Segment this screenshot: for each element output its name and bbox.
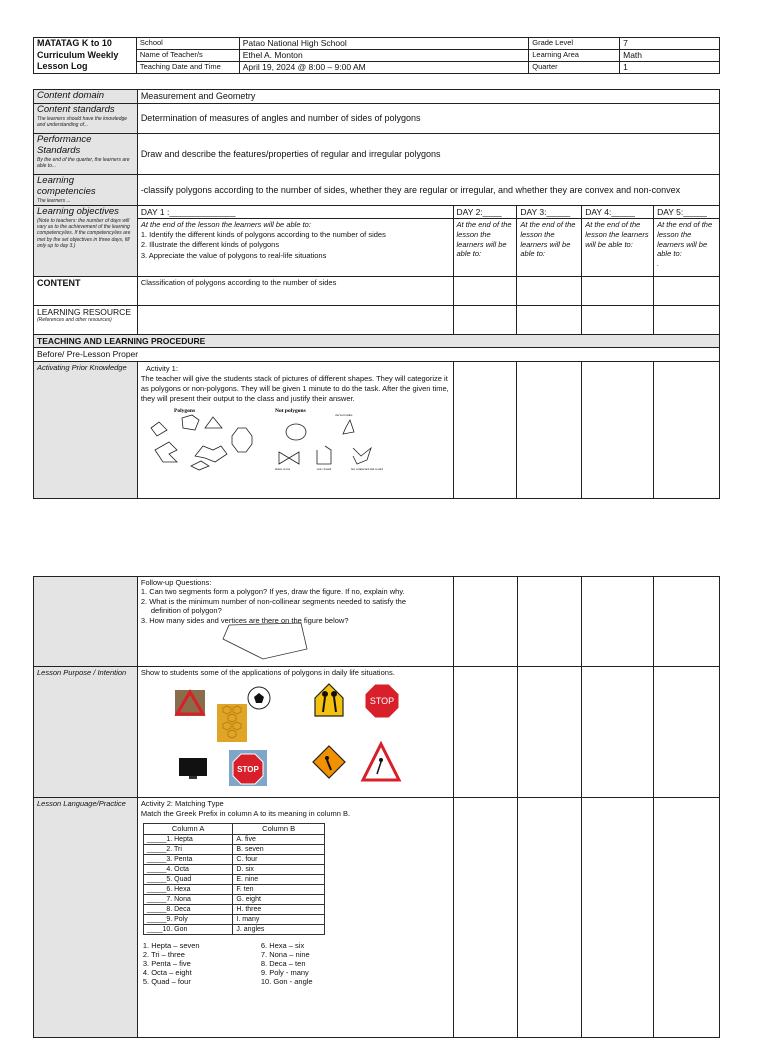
content-day4 bbox=[582, 277, 654, 306]
content-day5 bbox=[654, 277, 720, 306]
match-b: J. angles bbox=[233, 925, 324, 935]
match-a: _____5. Quad bbox=[143, 875, 233, 885]
purpose-cell bbox=[137, 667, 453, 798]
table-row bbox=[143, 915, 324, 925]
competency-label bbox=[34, 174, 138, 205]
fig-crosses-label: sides cross bbox=[274, 467, 290, 472]
language-day4 bbox=[582, 798, 654, 1038]
answer-key bbox=[143, 941, 450, 986]
table-row bbox=[143, 865, 324, 875]
match-a: _____2. Tri bbox=[143, 845, 233, 855]
fig-not-polygons-label: Not polygons bbox=[274, 408, 306, 415]
log-title: MATATAG K to 10 Curriculum Weekly Lesson Log bbox=[34, 38, 137, 74]
date-label: Teaching Date and Time bbox=[136, 62, 239, 74]
column-a-header: Column A bbox=[143, 824, 233, 835]
followup-day5 bbox=[654, 577, 720, 667]
day4-header: DAY 4:_____ bbox=[582, 206, 654, 219]
followup-day3 bbox=[517, 577, 582, 667]
objectives-intro: At the end of the lesson the learners will be able to: bbox=[140, 220, 311, 230]
irregular-shape bbox=[195, 446, 227, 462]
objectives-label bbox=[34, 206, 138, 277]
activating-day2 bbox=[453, 361, 517, 498]
followup-cell bbox=[137, 577, 453, 667]
match-b: C. four bbox=[233, 855, 324, 865]
triangle-shape bbox=[205, 417, 222, 428]
activity1-cell bbox=[137, 361, 453, 498]
competency-title: Learning competencies bbox=[37, 174, 96, 197]
activity1-title: Activity 1: bbox=[145, 363, 178, 373]
fig-polygons-label: Polygons bbox=[173, 408, 195, 415]
table-row bbox=[143, 835, 324, 845]
purpose-day3 bbox=[517, 667, 582, 798]
monitor-icon bbox=[179, 758, 207, 776]
fig-curved-label: curved sides bbox=[334, 413, 353, 418]
content-domain-label: Content domain bbox=[34, 90, 138, 104]
day5-objectives bbox=[654, 219, 720, 277]
content-standards-title: Content standards bbox=[37, 103, 115, 115]
match-b: F. ten bbox=[233, 885, 324, 895]
competency-note: The learners ... bbox=[37, 197, 71, 204]
table-row bbox=[143, 845, 324, 855]
match-a: _____3. Penta bbox=[143, 855, 233, 865]
school-value: Patao National High School bbox=[239, 38, 528, 50]
answer-item: 3. Penta – five bbox=[142, 959, 191, 969]
answer-item: 1. Hepta – seven bbox=[142, 941, 200, 951]
answer-item: 6. Hexa – six bbox=[260, 941, 305, 951]
day5-header: DAY 5:_____ bbox=[654, 206, 720, 219]
purpose-text: Show to students some of the applications of polygons in daily life situations. bbox=[140, 668, 395, 677]
competency-value: -classify polygons according to the number of sides, whether they are regular or irregular, and whether they are convex and non-convex bbox=[137, 174, 719, 205]
curved-shape bbox=[343, 420, 354, 434]
school-label: School bbox=[136, 38, 239, 50]
performance-value: Draw and describe the features/properties of regular and irregular polygons bbox=[137, 133, 719, 174]
match-b: I. many bbox=[233, 915, 324, 925]
activity2-text: Match the Greek Prefix in column A to its meaning in column B. bbox=[140, 809, 351, 819]
procedure-header: TEACHING AND LEARNING PROCEDURE bbox=[34, 335, 720, 348]
resource-day3 bbox=[517, 306, 582, 335]
language-day3 bbox=[517, 798, 582, 1038]
activity2-title: Activity 2: Matching Type bbox=[140, 799, 224, 808]
question-3: 3. How many sides and vertices are there on the figure below? bbox=[140, 615, 349, 625]
school-crossing-sign bbox=[315, 684, 343, 716]
bowtie-shape bbox=[279, 452, 299, 464]
quarter-label: Quarter bbox=[529, 62, 620, 74]
fig-not-closed-label: not closed bbox=[316, 467, 332, 472]
resource-day4 bbox=[582, 306, 654, 335]
answer-item: 8. Deca – ten bbox=[260, 959, 306, 969]
purpose-label: Lesson Purpose / Intention bbox=[34, 667, 138, 798]
match-a: ____10. Gon bbox=[143, 925, 233, 935]
table-row bbox=[143, 905, 324, 915]
table-row bbox=[143, 875, 324, 885]
irregular-pentagon bbox=[223, 623, 307, 659]
resource-day2 bbox=[453, 306, 517, 335]
performance-label bbox=[34, 133, 138, 174]
purpose-day2 bbox=[453, 667, 517, 798]
match-a: _____7. Nona bbox=[143, 895, 233, 905]
match-b: B. seven bbox=[233, 845, 324, 855]
header-table bbox=[33, 37, 720, 74]
match-b: D. six bbox=[233, 865, 324, 875]
match-a: _____4. Octa bbox=[143, 865, 233, 875]
matching-table bbox=[143, 823, 325, 935]
day2-objectives: At the end of the lesson the learners will be able to: bbox=[453, 219, 517, 277]
activity1-text: The teacher will give the students stack of pictures of different shapes. They will categorize it as polygons or non-polygons. They will be given 1 minute to do the task. After the given time, they will present their output to the class and justify their answer. bbox=[140, 373, 449, 403]
small-quad-shape bbox=[191, 461, 209, 470]
day5-objectives-dot: . bbox=[657, 259, 660, 269]
pedestrian-head bbox=[379, 758, 383, 762]
activating-label: Activating Prior Knowledge bbox=[34, 361, 138, 498]
stop-sign-2-label: STOP bbox=[237, 765, 259, 775]
grade-value: 7 bbox=[620, 38, 720, 50]
performance-note: By the end of the quarter, the learners are able to... bbox=[37, 156, 130, 170]
day4-objectives: At the end of the lesson the learners will be able to: bbox=[582, 219, 654, 277]
quarter-value: 1 bbox=[620, 62, 720, 74]
objectives-title: Learning objectives bbox=[37, 206, 119, 218]
column-b-header: Column B bbox=[233, 824, 324, 835]
resource-label bbox=[34, 306, 138, 335]
question-1: 1. Can two segments form a polygon? If yes, draw the figure. If no, explain why. bbox=[140, 587, 405, 597]
content-day2 bbox=[453, 277, 517, 306]
concave-shape bbox=[155, 442, 177, 462]
activating-day5 bbox=[654, 361, 720, 498]
resource-day5 bbox=[654, 306, 720, 335]
area-label: Learning Area bbox=[529, 50, 620, 62]
day2-header: DAY 2:____ bbox=[453, 206, 517, 219]
fig-not-connected-label: not connected end to end bbox=[350, 467, 383, 472]
lesson-table-page2 bbox=[33, 576, 720, 1038]
match-b: G. eight bbox=[233, 895, 324, 905]
content-label: CONTENT bbox=[34, 277, 138, 306]
question-2: 2. What is the minimum number of non-collinear segments needed to satisfy the bbox=[140, 596, 407, 606]
answer-item: 5. Quad – four bbox=[142, 977, 191, 987]
quad-shape bbox=[151, 422, 167, 436]
grade-label: Grade Level bbox=[529, 38, 620, 50]
followup-label-cell bbox=[34, 577, 138, 667]
content-day3 bbox=[517, 277, 582, 306]
answer-item: 4. Octa – eight bbox=[142, 968, 192, 978]
answer-item: 7. Nona – nine bbox=[260, 950, 310, 960]
content-standards-label bbox=[34, 103, 138, 133]
purpose-day4 bbox=[582, 667, 654, 798]
pentagon-figure bbox=[211, 619, 351, 661]
monitor-stand bbox=[189, 776, 197, 779]
followup-title: Follow-up Questions: bbox=[140, 578, 212, 587]
teacher-label: Name of Teacher/s bbox=[136, 50, 239, 62]
content-domain-value: Measurement and Geometry bbox=[137, 90, 719, 104]
open-shape bbox=[317, 446, 331, 464]
activating-day3 bbox=[517, 361, 582, 498]
language-day2 bbox=[453, 798, 517, 1038]
objective-1: 1. Identify the different kinds of polygons according to the number of sides bbox=[140, 230, 386, 240]
day3-header: DAY 3:_____ bbox=[517, 206, 582, 219]
match-b: H. three bbox=[233, 905, 324, 915]
day3-objectives: At the end of the lesson the learners will be able to: bbox=[517, 219, 582, 277]
match-a: _____6. Hexa bbox=[143, 885, 233, 895]
construction-sign bbox=[313, 746, 345, 778]
polygon-applications-figure bbox=[141, 680, 441, 792]
pentagon-shape bbox=[182, 415, 199, 430]
resource-title: LEARNING RESOURCE bbox=[37, 307, 131, 318]
worker-head bbox=[325, 756, 329, 760]
language-label: Lesson Language/Practice bbox=[34, 798, 138, 1038]
answer-item: 9. Poly - many bbox=[260, 968, 309, 978]
day1-header: DAY 1 :______________ bbox=[137, 206, 453, 219]
language-day5 bbox=[654, 798, 720, 1038]
followup-day2 bbox=[453, 577, 517, 667]
octagon-shape bbox=[232, 428, 252, 452]
circle-shape bbox=[286, 424, 306, 440]
objectives-note: (Note to teachers: the number of days will vary as to the achievement of the learning competency/ies. If the competency/ies are met by the set objectives in three days, fill only up to day 3.) bbox=[37, 217, 131, 249]
content-value: Classification of polygons according to the number of sides bbox=[137, 277, 453, 306]
teacher-value: Ethel A. Monton bbox=[239, 50, 528, 62]
table-row bbox=[143, 855, 324, 865]
language-cell bbox=[137, 798, 453, 1038]
followup-day4 bbox=[582, 577, 654, 667]
answer-item: 10. Gon - angle bbox=[260, 977, 313, 987]
polygon-examples-figure bbox=[147, 406, 387, 472]
resource-note: (References and other resources) bbox=[37, 317, 112, 324]
table-row bbox=[143, 925, 324, 935]
match-a: _____9. Poly bbox=[143, 915, 233, 925]
before-lesson-header: Before/ Pre-Lesson Proper bbox=[34, 348, 720, 361]
match-b: A. five bbox=[233, 835, 324, 845]
date-value: April 19, 2024 @ 8:00 – 9:00 AM bbox=[239, 62, 528, 74]
area-value: Math bbox=[620, 50, 720, 62]
match-a: _____8. Deca bbox=[143, 905, 233, 915]
honeycomb-photo bbox=[217, 704, 247, 742]
question-2b: definition of polygon? bbox=[150, 606, 222, 616]
disconnected-shape bbox=[353, 448, 371, 464]
stop-sign-label: STOP bbox=[369, 696, 395, 707]
content-standards-value: Determination of measures of angles and number of sides of polygons bbox=[137, 103, 719, 133]
objective-2: 2. Illustrate the different kinds of polygons bbox=[140, 240, 280, 250]
activating-day4 bbox=[582, 361, 654, 498]
purpose-day5 bbox=[654, 667, 720, 798]
performance-title: Performance Standards bbox=[37, 133, 92, 156]
table-row bbox=[143, 895, 324, 905]
content-standards-note: The learners should have the knowledge and understanding of... bbox=[37, 115, 128, 129]
match-a: _____1. Hepta bbox=[143, 835, 233, 845]
day5-objectives-text: At the end of the lesson the learners will be able to: bbox=[657, 220, 713, 259]
answer-item: 2. Tri – three bbox=[142, 950, 185, 960]
day1-objectives bbox=[137, 219, 453, 277]
table-row bbox=[143, 885, 324, 895]
match-b: E. nine bbox=[233, 875, 324, 885]
objective-3: 3. Appreciate the value of polygons to real-life situations bbox=[140, 250, 327, 260]
lesson-table-page1 bbox=[33, 89, 720, 499]
resource-day1 bbox=[137, 306, 453, 335]
